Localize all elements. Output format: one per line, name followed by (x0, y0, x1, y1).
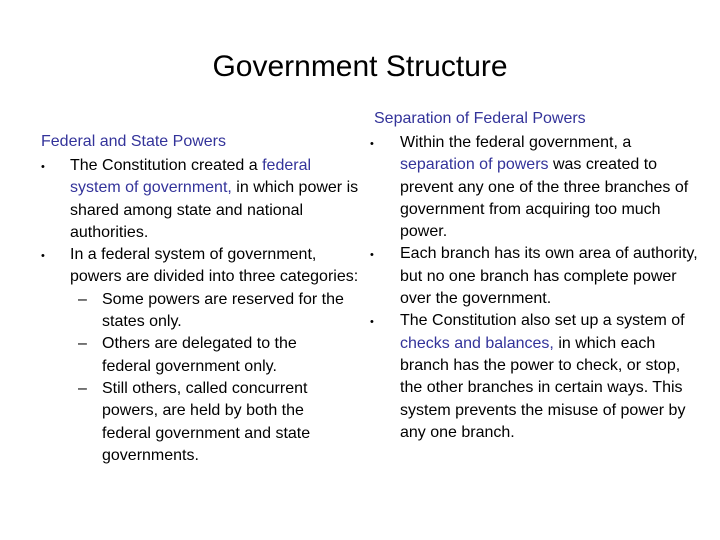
right-b2-text: Each branch has its own area of authority, but no one branch has complete power over the government. (400, 245, 698, 308)
right-b1-highlight: separation of powers (400, 156, 549, 174)
bullet-icon: • (370, 138, 374, 150)
left-b1-text-pre: The Constitution created a (70, 157, 263, 174)
right-b1-text-post: was created to prevent any one of the three branches of government from acquiring too much power. (400, 156, 689, 241)
left-sub-1 (41, 289, 361, 334)
right-bullet-3 (370, 310, 706, 444)
left-heading: Federal and State Powers (41, 133, 226, 150)
left-sub-3-text: Still others, called concurrent powers, are held by both the federal government and state governments. (102, 379, 311, 464)
bullet-icon: • (41, 250, 45, 263)
dash-icon: – (78, 290, 87, 308)
bullet-icon: • (370, 249, 374, 262)
left-sub-2 (41, 333, 342, 378)
bullet-icon: • (41, 161, 45, 173)
dash-icon: – (78, 379, 87, 397)
left-sub-2-text: Others are delegated to the federal government only. (102, 335, 297, 375)
slide-title: Government Structure (212, 50, 508, 83)
left-sub-1-text: Some powers are reserved for the states only. (102, 290, 344, 331)
left-column (41, 155, 361, 467)
left-b2-text: In a federal system of government, powers are divided into three categories: (70, 246, 359, 286)
left-sub-3 (41, 378, 342, 467)
right-bullet-1 (370, 132, 706, 243)
right-column (370, 132, 706, 444)
right-b3-text-post: in which each branch has the power to check, or stop, the other branches in certain ways. This system prevents the misuse of power by any one branch. (400, 334, 686, 441)
dash-icon: – (78, 335, 87, 353)
right-b3-text-pre: The Constitution also set up a system of (400, 312, 685, 330)
left-b1-text-post: in which power is shared among state and national authorities. (70, 179, 359, 241)
right-b3-highlight: checks and balances, (400, 334, 554, 352)
left-bullet-1 (41, 155, 361, 244)
left-bullet-2 (41, 244, 361, 289)
left-b1-highlight: federal system of government, (70, 157, 312, 197)
right-b1-text-pre: Within the federal government, a (400, 134, 632, 151)
right-bullet-2 (370, 243, 706, 310)
bullet-icon: • (370, 316, 374, 329)
right-heading: Separation of Federal Powers (374, 110, 586, 127)
